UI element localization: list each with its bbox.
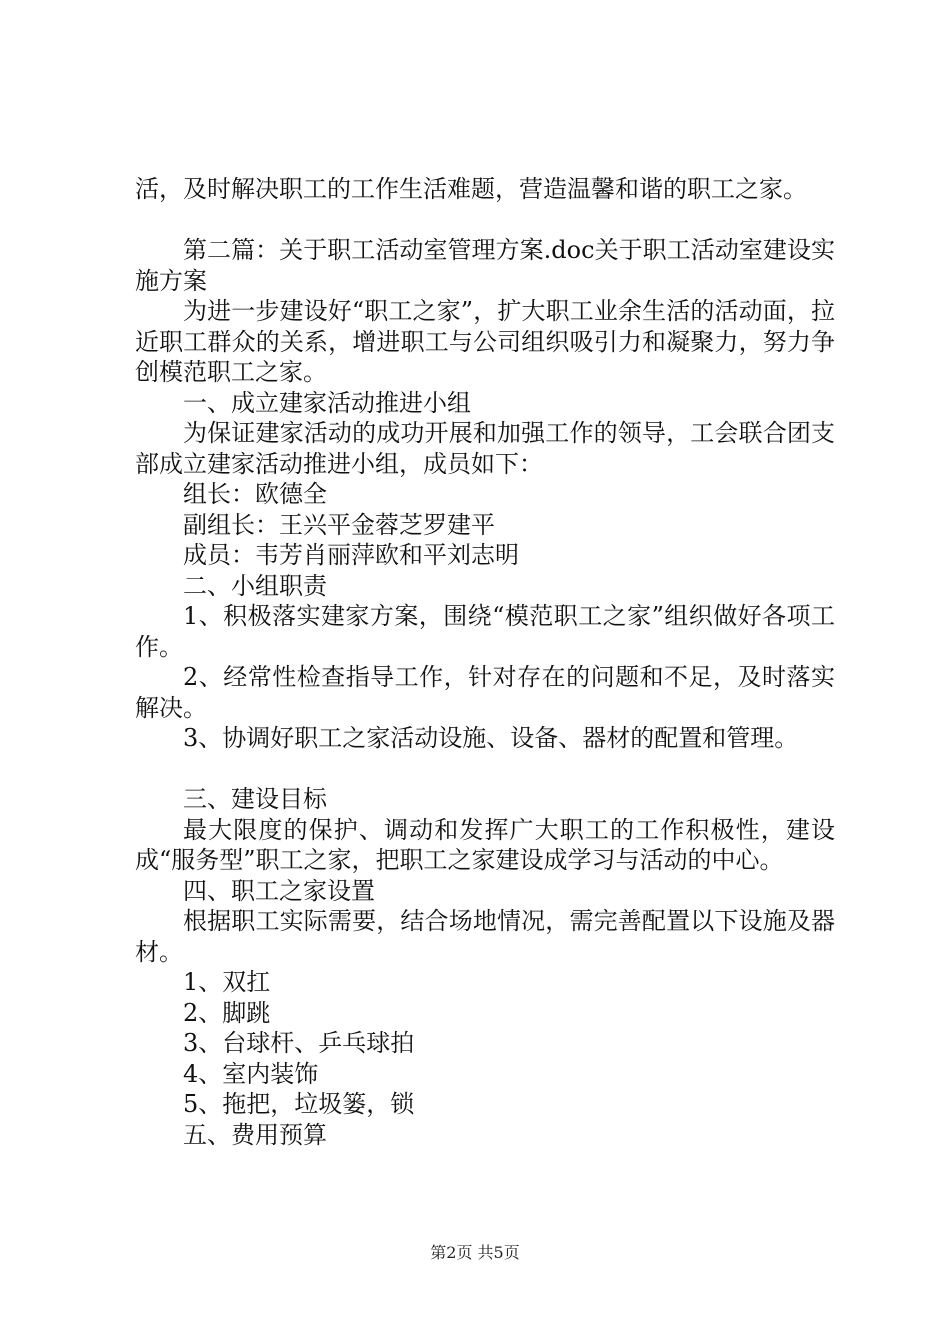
heading-four: 四、职工之家设置 (183, 876, 375, 905)
paragraph-setup-needs: 根据职工实际需要，结合场地情况，需完善配置以下设施及器材。 (135, 907, 835, 966)
equipment-item-4: 4、室内装饰 (183, 1059, 319, 1088)
equipment-item-1: 1、双扛 (183, 968, 271, 996)
section-heading-chapter-two: 第二篇：关于职工活动室管理方案.doc关于职工活动室建设实施方案 (135, 236, 835, 295)
paragraph-group-setup: 为保证建家活动的成功开展和加强工作的领导，工会联合团支部成立建家活动推进小组，成员如下： (135, 419, 835, 478)
heading-two: 二、小组职责 (183, 571, 327, 600)
equipment-item-5: 5、拖把，垃圾篓，锁 (183, 1090, 415, 1118)
duty-item-1: 1、积极落实建家方案，围绕“模范职工之家”组织做好各项工作。 (135, 602, 835, 661)
equipment-item-3: 3、台球杆、乒乓球拍 (183, 1029, 415, 1057)
duty-item-2: 2、经常性检查指导工作，针对存在的问题和不足，及时落实解决。 (135, 663, 835, 722)
paragraph-goal: 最大限度的保护、调动和发挥广大职工的工作积极性，建设成“服务型”职工之家，把职工之家建设成学习与活动的中心。 (135, 815, 835, 874)
heading-three: 三、建设目标 (183, 785, 327, 813)
member-leader: 组长：欧德全 (183, 480, 327, 508)
heading-one: 一、成立建家活动推进小组 (183, 388, 471, 417)
member-list: 成员：韦芳肖丽萍欧和平刘志明 (183, 541, 519, 569)
page-footer: 第2页 共5页 (430, 1243, 520, 1262)
equipment-item-2: 2、脚跳 (183, 998, 271, 1027)
paragraph-intro: 为进一步建设好“职工之家”，扩大职工业余生活的活动面，拉近职工群众的关系，增进职工与公司组织吸引力和凝聚力，努力争创模范职工之家。 (135, 297, 835, 386)
blank-line (135, 205, 835, 236)
member-deputy-leaders: 副组长：王兴平金蓉芝罗建平 (183, 510, 495, 539)
duty-item-3: 3、协调好职工之家活动设施、设备、器材的配置和管理。 (183, 724, 799, 752)
blank-line (135, 754, 835, 785)
heading-five: 五、费用预算 (183, 1120, 327, 1149)
document-body (135, 174, 835, 1150)
paragraph-continuation: 活，及时解决职工的工作生活难题，营造温馨和谐的职工之家。 (135, 175, 807, 203)
